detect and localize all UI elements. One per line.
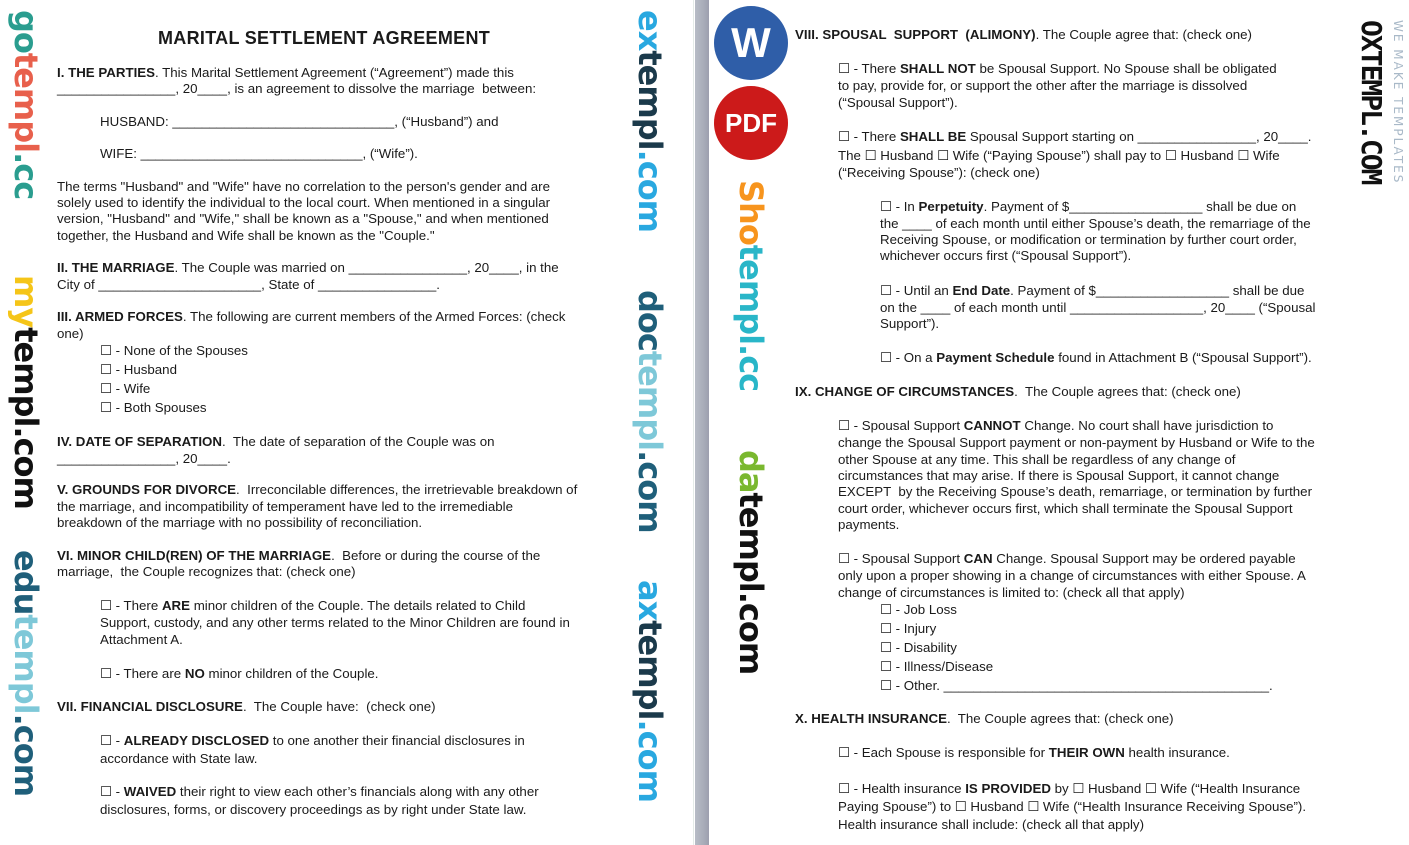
text: . The following are current members of the Armed Forces: (check <box>182 309 566 324</box>
document-line <box>838 418 1273 434</box>
document-line <box>838 452 1235 468</box>
text: whichever occurs first (“Spousal Support”). <box>880 248 1132 263</box>
text: ☐ - In <box>880 199 919 214</box>
text: . Before or during the course of the <box>331 548 541 563</box>
text: The terms "Husband" and "Wife" have no correlation to the person's gender and are <box>57 179 550 194</box>
text: change of circumstances is limited to: (check all that apply) <box>838 585 1185 600</box>
document-line <box>838 745 1230 761</box>
text: ☐ - There <box>838 61 900 76</box>
document-line <box>57 211 549 227</box>
document-line <box>838 95 958 111</box>
text: ☐ - Disability <box>880 640 957 655</box>
bold-text: V. GROUNDS FOR DIVORCE <box>57 482 237 497</box>
text: only upon a proper showing in a change of circumstances with either Spouse. A <box>838 568 1306 583</box>
text: WIFE: ______________________________, (“Wife”). <box>100 146 418 161</box>
document-line <box>57 515 422 531</box>
watermark-extempl: extempl.com <box>631 10 669 233</box>
watermark-doctempl: doctempl.com <box>631 290 669 533</box>
document-line <box>57 179 550 195</box>
bold-text: IX. CHANGE OF CIRCUMSTANCES <box>795 384 1015 399</box>
document-line <box>57 564 356 580</box>
document-line <box>795 27 1252 43</box>
document-line <box>57 228 435 244</box>
text: ☐ - Illness/Disease <box>880 659 994 674</box>
document-line <box>100 615 570 631</box>
text: . Payment of $__________________ shall be due <box>1010 283 1305 298</box>
text: ☐ - <box>100 733 124 748</box>
text: ☐ - <box>100 784 124 799</box>
bold-text: NO <box>184 666 205 681</box>
bold-text: X. HEALTH INSURANCE <box>795 711 947 726</box>
text: . The Couple was married on ________________, 20____, in the <box>174 260 559 275</box>
document-line <box>838 165 1040 181</box>
document-line <box>100 381 150 397</box>
document-line <box>57 482 577 498</box>
bold-text: VI. MINOR CHILD(REN) OF THE MARRIAGE <box>57 548 332 563</box>
document-line <box>100 733 525 749</box>
bold-text: II. THE MARRIAGE <box>57 260 175 275</box>
document-line <box>880 199 1296 215</box>
text: Health insurance shall include: (check all that apply) <box>838 817 1144 832</box>
document-line <box>880 659 993 675</box>
document-title: MARITAL SETTLEMENT AGREEMENT <box>158 28 491 48</box>
text: ☐ - There are <box>100 666 185 681</box>
document-line <box>838 129 1311 145</box>
text: Paying Spouse”) to ☐ Husband ☐ Wife (“Health Insurance Receiving Spouse”). <box>838 799 1307 814</box>
text: . This Marital Settlement Agreement (“Agreement”) made this <box>155 65 514 80</box>
document-line <box>880 621 936 637</box>
document-line <box>57 260 559 276</box>
document-line <box>880 350 1312 366</box>
text: ☐ - Both Spouses <box>100 400 207 415</box>
bold-text: IV. DATE OF SEPARATION <box>57 434 222 449</box>
bold-text: THEIR OWN <box>1048 745 1125 760</box>
bold-text: ARE <box>161 598 191 613</box>
text: ☐ - Each Spouse is responsible for <box>838 745 1049 760</box>
text: ☐ - There <box>100 598 162 613</box>
text: ☐ - Spousal Support <box>838 551 964 566</box>
document-line <box>838 468 1279 484</box>
text: circumstances that may arise. If there is Spousal Support, it cannot change <box>838 468 1280 483</box>
pdf-format-badge: PDF <box>714 86 788 160</box>
text: solely used to identify the individual to the local court. When mentioned in a singular <box>57 195 551 210</box>
text: marriage, the Couple recognizes that: (check one) <box>57 564 356 579</box>
watermark-axtempl: axtempl.com <box>631 580 669 802</box>
text: ☐ - Job Loss <box>880 602 957 617</box>
text: on the ____ of each month until __________________, 20____ (“Spousal <box>880 300 1316 315</box>
text: HUSBAND: ______________________________, (“Husband”) and <box>100 114 499 129</box>
document-line <box>57 65 514 81</box>
document-line <box>880 300 1315 316</box>
text: Support, custody, and any other terms related to the Minor Children are found in <box>100 615 570 630</box>
text: payments. <box>838 517 900 532</box>
bold-text: Perpetuity <box>918 199 984 214</box>
text: Attachment A. <box>100 632 183 647</box>
bold-text: SHALL BE <box>899 129 967 144</box>
document-line <box>880 316 939 332</box>
document-line <box>100 598 525 614</box>
watermark-oxtempl: OXTEMPL.COM <box>1355 20 1388 184</box>
text: . The date of separation of the Couple was on <box>222 434 495 449</box>
bold-text: WAIVED <box>123 784 177 799</box>
text: ☐ - Health insurance <box>838 781 966 796</box>
watermark-oxtempl-tagline: WE MAKE TEMPLATES <box>1391 20 1405 185</box>
text: Spousal Support starting on ________________, 20____. <box>966 129 1312 144</box>
document-line <box>100 146 418 162</box>
document-line <box>57 434 495 450</box>
document-line <box>57 195 550 211</box>
text: minor children of the Couple. <box>204 666 379 681</box>
bold-text: SHALL NOT <box>899 61 976 76</box>
text: ☐ - Injury <box>880 621 937 636</box>
text: ☐ - Husband <box>100 362 177 377</box>
text: Receiving Spouse, or modification or termination by further court order, <box>880 232 1297 247</box>
text: ________________, 20____. <box>57 451 231 466</box>
text: The ☐ Husband ☐ Wife (“Paying Spouse”) shall pay to ☐ Husband ☐ Wife <box>838 148 1280 163</box>
text: ☐ - None of the Spouses <box>100 343 248 358</box>
text: found in Attachment B (“Spousal Support”). <box>1054 350 1312 365</box>
text: minor children of the Couple. The details related to Child <box>190 598 526 613</box>
page-gutter <box>693 0 710 845</box>
bold-text: End Date <box>952 283 1011 298</box>
document-line <box>100 400 207 416</box>
watermark-mytempl: mytempl.com <box>7 275 45 509</box>
document-line <box>100 114 498 130</box>
bold-text: VII. FINANCIAL DISCLOSURE <box>57 699 243 714</box>
document-line <box>880 602 957 618</box>
document-line <box>880 248 1131 264</box>
text: together, the Husband and Wife shall be known as the "Couple." <box>57 228 435 243</box>
document-line <box>838 781 1300 797</box>
document-line <box>838 517 899 533</box>
document-line <box>838 817 1144 833</box>
document-line <box>838 484 1312 500</box>
document-line <box>795 711 1174 727</box>
text: ☐ - Until an <box>880 283 953 298</box>
watermark-gotempl: gotempl.cc <box>7 10 45 200</box>
watermark-shotempl: Shotempl.cc <box>732 180 770 392</box>
text: ☐ - There <box>838 129 900 144</box>
document-line <box>880 640 957 656</box>
text: change the Spousal Support payment or non-payment by Husband or Wife to the <box>838 435 1315 450</box>
text: ☐ - On a <box>880 350 937 365</box>
document-line <box>795 384 1241 400</box>
bold-text: III. ARMED FORCES <box>57 309 183 324</box>
text: health insurance. <box>1124 745 1230 760</box>
document-line <box>57 309 565 325</box>
document-line <box>57 699 436 715</box>
document-line <box>880 283 1304 299</box>
bold-text: VIII. SPOUSAL SUPPORT (ALIMONY) <box>795 27 1036 42</box>
text: Support”). <box>880 316 940 331</box>
document-line <box>838 148 1280 164</box>
text: . The Couple have: (check one) <box>242 699 436 714</box>
document-page-left <box>0 0 693 845</box>
text: ☐ - Wife <box>100 381 151 396</box>
text: . Payment of $__________________ shall be due on <box>983 199 1297 214</box>
text: ☐ - Spousal Support <box>838 418 964 433</box>
document-line <box>838 551 1296 567</box>
text: accordance with State law. <box>100 751 258 766</box>
document-line <box>57 548 540 564</box>
document-line <box>838 585 1185 601</box>
document-line <box>100 362 177 378</box>
document-page-right <box>710 0 1409 845</box>
text: other Spouse at any time. This shall be regardless of any change of <box>838 452 1236 467</box>
text: the marriage, and incompatibility of temperament have led to the irremediable <box>57 499 514 514</box>
text: one) <box>57 326 84 341</box>
text: (“Receiving Spouse”): (check one) <box>838 165 1040 180</box>
document-line <box>100 802 526 818</box>
document-line <box>880 678 1273 694</box>
text: . The Couple agrees that: (check one) <box>946 711 1174 726</box>
word-format-badge: W <box>714 6 788 80</box>
text: . The Couple agree that: (check one) <box>1035 27 1252 42</box>
text: disclosures, forms, or discovery proceedings as by right under State law. <box>100 802 527 817</box>
bold-text: I. THE PARTIES <box>57 65 156 80</box>
text: breakdown of the marriage with no possibility of reconciliation. <box>57 515 423 530</box>
text: the ____ of each month until either Spouse’s death, the remarriage of the <box>880 216 1311 231</box>
text: ________________, 20____, is an agreement to dissolve the marriage between: <box>57 81 537 96</box>
document-line <box>838 568 1306 584</box>
bold-text: IS PROVIDED <box>965 781 1051 796</box>
bold-text: CANNOT <box>963 418 1021 433</box>
document-line <box>57 326 84 342</box>
document-line <box>57 499 513 515</box>
text: ☐ - Other. ____________________________________________. <box>880 678 1273 693</box>
bold-text: ALREADY DISCLOSED <box>123 733 270 748</box>
document-line <box>838 501 1293 517</box>
document-line <box>838 78 1247 94</box>
text: City of ______________________, State of ________________. <box>57 277 440 292</box>
watermark-datempl: datempl.com <box>732 450 770 675</box>
text: to pay, provide for, or support the other after the marriage is dissolved <box>838 78 1248 93</box>
text: court order, whichever occurs first, which shall terminate the Spousal Support <box>838 501 1293 516</box>
text: (“Spousal Support”). <box>838 95 958 110</box>
text: EXCEPT by the Receiving Spouse’s death, remarriage, or termination by further <box>838 484 1313 499</box>
document-line <box>838 61 1277 77</box>
text: Change. No court shall have jurisdiction to <box>1020 418 1274 433</box>
document-line <box>57 277 440 293</box>
document-line <box>57 81 536 97</box>
watermark-edutempl: edutempl.com <box>7 550 45 797</box>
text: . The Couple agrees that: (check one) <box>1014 384 1241 399</box>
document-line <box>838 435 1315 451</box>
document-line <box>880 232 1297 248</box>
text: version, "Husband" and "Wife," shall be known as a "Spouse," and when mentioned <box>57 211 549 226</box>
document-line <box>100 632 183 648</box>
text: by ☐ Husband ☐ Wife (“Health Insurance <box>1050 781 1301 796</box>
bold-text: CAN <box>963 551 993 566</box>
text: . Irreconcilable differences, the irretrievable breakdown of <box>236 482 578 497</box>
document-line <box>100 666 379 682</box>
text: their right to view each other’s financials along with any other <box>176 784 539 799</box>
bold-text: Payment Schedule <box>936 350 1055 365</box>
text: Change. Spousal Support may be ordered payable <box>992 551 1296 566</box>
document-line <box>838 799 1306 815</box>
document-line <box>100 343 248 359</box>
document-line <box>100 784 539 800</box>
text: to one another their financial disclosures in <box>269 733 525 748</box>
document-line <box>57 451 231 467</box>
text: be Spousal Support. No Spouse shall be obligated <box>975 61 1277 76</box>
document-line <box>100 751 257 767</box>
document-line <box>880 216 1311 232</box>
